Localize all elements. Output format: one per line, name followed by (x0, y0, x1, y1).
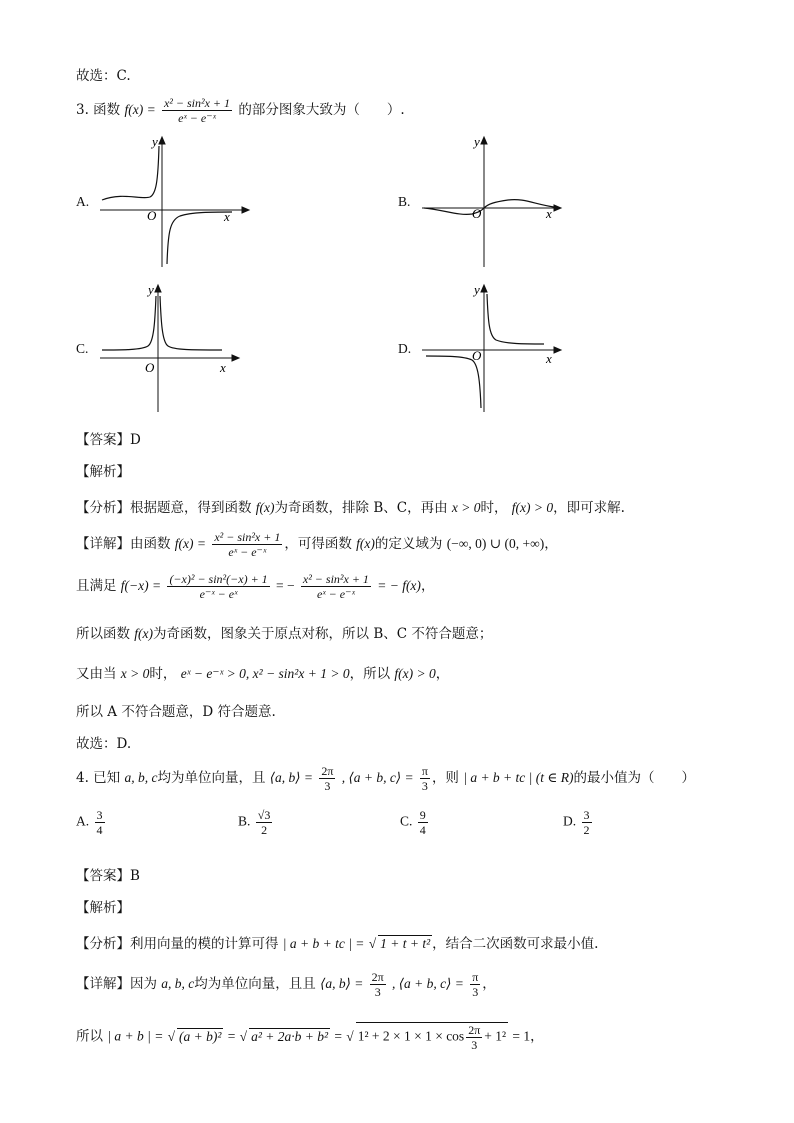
q3-graph-a-origin: O (147, 208, 157, 223)
q3-l3-text: 为奇函数，图象关于原点对称，所以 B、C 不符合题意； (153, 626, 493, 642)
q3-xiangjie (76, 530, 558, 559)
q3-xj-text-3: 的定义域为 (374, 536, 443, 552)
q4-answer-tag: 【答案】 (76, 868, 130, 884)
q3-analysis-tag (76, 460, 130, 480)
q4-fenxi-tag: 【分析】 (76, 936, 130, 952)
q4-last-cos-num: 2π (468, 1023, 481, 1037)
q3-stem (76, 96, 405, 125)
q4-answer-value: B (130, 868, 140, 884)
q3-l4-text2: ，所以 (349, 666, 391, 682)
q3-graph-c-y-label: y (148, 282, 154, 297)
q3-stem-prefix: 3. 函数 (76, 102, 121, 118)
q4-analysis-tag-text: 【解析】 (76, 900, 130, 916)
q3-l2-lhs: f(−x) = (120, 578, 162, 593)
q3-analysis-tag-text: 【解析】 (76, 464, 130, 480)
q4-stem-4: 的最小值为（ ） (573, 770, 695, 786)
q3-graph-b-x-label: x (546, 206, 552, 221)
q4-xj-comma: ， (482, 976, 496, 992)
q3-fenxi (76, 496, 625, 516)
q4-opt-a-frac (95, 808, 105, 837)
q4-last-line: 所以 | a + b | = √ (a + b)² = √ a² + 2a·b + b² = √ 1² + 2 × 1 × 1 × cos $\frac{2\pi}{3}$ + 1² = 1， (76, 1023, 544, 1052)
q3-l2-tail: = − f(x) (377, 578, 421, 593)
q4-last-eq2: = (334, 1028, 342, 1044)
q4-stem-frac1 (319, 764, 335, 793)
q4-frac2-num: π (421, 764, 428, 778)
q3-xj-frac (212, 530, 282, 559)
q3-graph-c-x-label: x (220, 360, 226, 375)
q4-fenxi-sqrt: 1 + t + t² (380, 936, 431, 951)
q4-opt-b-num: √3 (257, 808, 271, 822)
q4-frac1-den: 3 (324, 779, 331, 793)
q3-l4-ineq: f(x) > 0 (394, 666, 436, 681)
q3-line-3 (76, 622, 492, 642)
q3-graph-c-origin: O (145, 360, 155, 375)
q4-last-norm: | a + b | = (107, 1028, 164, 1044)
q3-choice: 故选：D. (76, 736, 132, 752)
q3-l4-prefix: 又由当 (76, 666, 117, 682)
q4-option-c (400, 808, 430, 837)
q4-fenxi-1: 利用向量的模的计算可得 (130, 936, 279, 952)
q3-xj-den: eˣ − e⁻ˣ (228, 545, 267, 559)
q4-stem-2: 均为单位向量，且 (157, 770, 266, 786)
q3-xj-fx: f(x) (356, 536, 375, 551)
q4-stem-1: 4. 已知 (76, 770, 121, 786)
q4-stem-angle1: ⟨a, b⟩ = (269, 770, 314, 785)
q4-last-cos-den: 3 (471, 1038, 478, 1052)
q4-xj-frac2 (470, 970, 480, 999)
q4-xj-1: 因为 (130, 976, 157, 992)
q4-last-sqrt1: (a + b)² (179, 1028, 222, 1044)
q3-graph-b-origin: O (472, 206, 482, 221)
q4-stem-3: ，则 (431, 770, 459, 786)
q3-fenxi-text-3: 时， (480, 500, 508, 516)
q4-xj-2: 均为单位向量，且且 (194, 976, 316, 992)
q3-fenxi-fx: f(x) (255, 500, 275, 515)
q4-xj-frac1 (370, 970, 386, 999)
q4-stem (76, 764, 695, 793)
q3-func-frac (162, 96, 232, 125)
q3-fenxi-cond: x > 0 (451, 500, 481, 515)
q4-opt-d-frac (582, 808, 592, 837)
q4-fenxi-norm: | a + b + tc | = (282, 936, 365, 951)
q3-l2-frac2 (301, 572, 371, 601)
q3-option-c-label: C. (76, 341, 89, 356)
q3-l2-frac1 (167, 572, 269, 601)
q4-last-sqrt3-post: + 1² (484, 1028, 507, 1044)
q4-opt-d-den: 2 (583, 823, 590, 837)
q4-xiangjie (76, 970, 496, 999)
q3-line-2 (76, 572, 434, 601)
q3-fenxi-ineq: f(x) > 0 (511, 500, 554, 515)
q3-func-lhs: f(x) = (124, 102, 156, 117)
q3-graph-c (92, 280, 252, 420)
q3-l2-num2: x² − sin²x + 1 (302, 572, 369, 586)
q4-last-cos-frac (466, 1023, 482, 1052)
q4-last-sqrt2: a² + 2a·b + b² (251, 1028, 329, 1044)
q4-opt-c-num: 9 (419, 808, 426, 822)
q3-xj-func-lhs: f(x) = (174, 536, 207, 551)
q3-graph-b (414, 132, 574, 272)
q4-xj-f2-num: π (472, 970, 479, 984)
q4-opt-c-frac (418, 808, 428, 837)
q3-fenxi-text-4: ，即可求解. (553, 500, 625, 516)
q3-l2-prefix: 且满足 (76, 578, 117, 594)
q3-graph-d-origin: O (472, 348, 482, 363)
q4-opt-b-den: 2 (261, 823, 268, 837)
q3-graph-a (92, 132, 252, 272)
q3-stem-suffix: 的部分图象大致为（ ）. (238, 102, 405, 118)
q4-last-sqrt3-pre: 1² + 2 × 1 × 1 × cos (357, 1028, 465, 1044)
q3-line-4 (76, 662, 449, 682)
q4-opt-a-num: 3 (96, 808, 103, 822)
q4-analysis-tag (76, 896, 130, 916)
q4-opt-d-num: 3 (583, 808, 590, 822)
prev-choice: 故选：C. (76, 68, 131, 84)
q4-xj-f1-num: 2π (371, 970, 384, 984)
q3-l4-cond: x > 0 (120, 666, 150, 681)
q4-frac1-num: 2π (321, 764, 334, 778)
q4-option-a (76, 808, 107, 837)
q3-option-a-label: A. (76, 194, 90, 209)
q4-xj-f1-den: 3 (374, 985, 381, 999)
q3-xj-num: x² − sin²x + 1 (214, 530, 281, 544)
q3-graph-d-y-label: y (474, 282, 480, 297)
q3-line-5: 所以 A 不符合题意，D 符合题意. (76, 704, 276, 720)
q4-xj-angle2: , ⟨a + b, c⟩ = (392, 976, 464, 991)
q3-graph-b-y-label: y (474, 134, 480, 149)
q3-graph-d-x-label: x (546, 351, 552, 366)
q4-xj-tag: 【详解】 (76, 976, 130, 992)
q4-xj-vecs: a, b, c (161, 976, 195, 991)
q4-stem-frac2 (420, 764, 430, 793)
q4-last-eq1: = (227, 1028, 236, 1044)
q4-fenxi: 【分析】利用向量的模的计算可得 | a + b + tc | = √ 1 + t + t² ，结合二次函数可求最小值. (76, 936, 599, 952)
q4-opt-d-label: D. (563, 813, 577, 829)
q4-last-sqrt3 (356, 1022, 508, 1052)
q3-answer-tag: 【答案】 (76, 432, 130, 448)
q3-l4-text: 时， (149, 666, 177, 682)
q4-last-result: = 1 (512, 1028, 531, 1044)
q4-stem-norm: | a + b + tc | (t ∈ R) (463, 770, 574, 785)
q4-opt-a-label: A. (76, 813, 90, 829)
q3-l2-eq: = − (275, 578, 295, 593)
q4-xj-angle1: ⟨a, b⟩ = (320, 976, 364, 991)
q3-graph-a-x-label: x (224, 209, 230, 224)
q4-answer (76, 864, 140, 884)
q3-fenxi-text-1: 根据题意，得到函数 (130, 500, 252, 516)
q3-l3-fx: f(x) (134, 626, 154, 641)
q3-option-d-label: D. (398, 341, 412, 356)
q3-fenxi-tag: 【分析】 (76, 500, 130, 516)
q3-l2-num1: (−x)² − sin²(−x) + 1 (169, 572, 268, 586)
q4-option-b (238, 808, 274, 837)
q4-stem-vecs: a, b, c (124, 770, 158, 785)
q4-option-d (563, 808, 594, 837)
q4-frac2-den: 3 (421, 779, 428, 793)
q4-opt-b-label: B. (238, 813, 251, 829)
q4-fenxi-2: ，结合二次函数可求最小值. (432, 936, 599, 952)
q3-l4-expr: eˣ − e⁻ˣ > 0, x² − sin²x + 1 > 0 (180, 666, 350, 681)
q3-func-num: x² − sin²x + 1 (163, 96, 231, 110)
q3-answer (76, 428, 141, 448)
q3-answer-value: D (130, 432, 141, 448)
q3-graph-a-y-label: y (152, 134, 158, 149)
q4-last-comma: ， (530, 1028, 544, 1045)
q4-opt-c-label: C. (400, 813, 413, 829)
q3-l2-den2: eˣ − e⁻ˣ (316, 587, 355, 601)
q3-func-den: eˣ − e⁻ˣ (178, 111, 216, 125)
q4-stem-angle2: , ⟨a + b, c⟩ = (341, 770, 414, 785)
q3-l4-comma: ， (435, 666, 450, 682)
q4-opt-a-den: 4 (96, 823, 103, 837)
q3-option-b-label: B. (398, 194, 411, 209)
q3-xj-text-1: 由函数 (130, 536, 171, 552)
q3-l2-comma: ， (420, 578, 435, 594)
q3-xj-domain: (−∞, 0) ∪ (0, +∞) (446, 536, 545, 551)
q4-opt-c-den: 4 (419, 823, 426, 837)
q3-graph-d (414, 280, 574, 420)
q3-l3-prefix: 所以函数 (76, 626, 130, 642)
q3-xj-text-2: ，可得函数 (284, 536, 352, 552)
q3-xj-text-4: ， (544, 536, 558, 552)
q4-opt-b-frac (256, 808, 273, 837)
q3-fenxi-text-2: 为奇函数，排除 B、C，再由 (274, 500, 448, 516)
q4-xj-f2-den: 3 (472, 985, 479, 999)
q3-xiangjie-tag: 【详解】 (76, 536, 130, 552)
q4-last-prefix: 所以 (76, 1028, 103, 1045)
q3-l2-den1: e⁻ˣ − eˣ (199, 587, 238, 601)
